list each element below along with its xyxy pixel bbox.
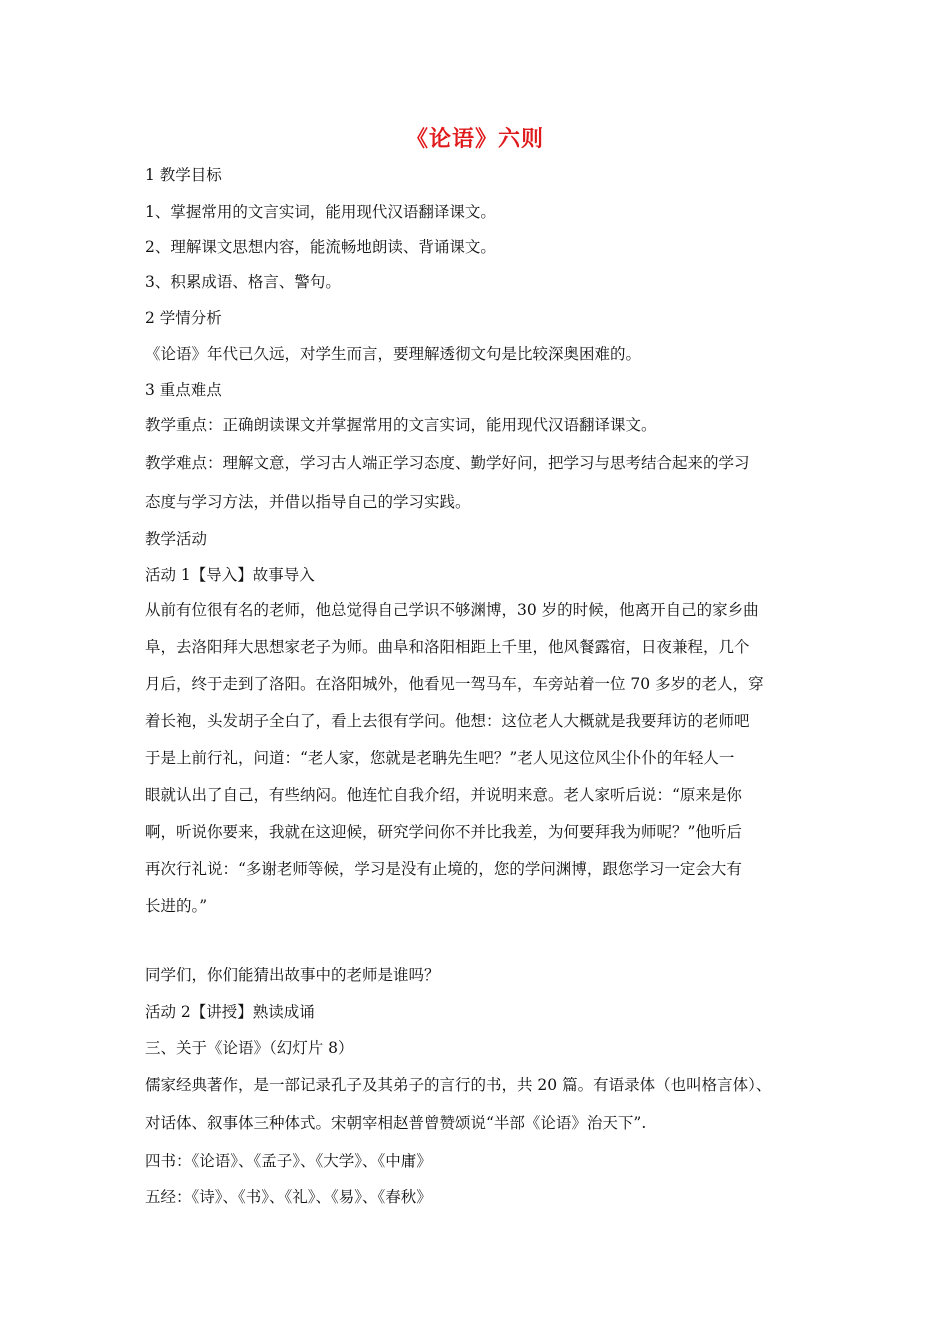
page-title: 《论语》六则 bbox=[405, 126, 544, 152]
section-heading-analysis: 2 学情分析 bbox=[145, 309, 222, 327]
objective-item-1: 1、掌握常用的文言实词，能用现代汉语翻译课文。 bbox=[145, 203, 496, 221]
difficulty-text-line-2: 态度与学习方法，并借以指导自己的学习实践。 bbox=[145, 493, 471, 511]
five-classics-text: 五经：《诗》、《书》、《礼》、《易》、《春秋》 bbox=[145, 1188, 432, 1206]
section-heading-key-points: 3 重点难点 bbox=[145, 381, 222, 399]
analysis-text: 《论语》年代已久远，对学生而言，要理解透彻文句是比较深奥困难的。 bbox=[145, 345, 642, 363]
lunyu-text-line-1: 儒家经典著作，是一部记录孔子及其弟子的言行的书，共 20 篇。有语录体（也叫格言体）、 bbox=[145, 1076, 772, 1094]
story-line: 长进的。” bbox=[145, 897, 208, 915]
key-point-text: 教学重点：正确朗读课文并掌握常用的文言实词，能用现代汉语翻译课文。 bbox=[145, 416, 657, 434]
story-line: 月后，终于走到了洛阳。在洛阳城外，他看见一驾马车，车旁站着一位 70 多岁的老人，穿 bbox=[145, 675, 764, 693]
story-line: 着长袍，头发胡子全白了，看上去很有学问。他想：这位老人大概就是我要拜访的老师吧 bbox=[145, 712, 750, 730]
story-line: 阜，去洛阳拜大思想家老子为师。曲阜和洛阳相距上千里，他风餐露宿，日夜兼程，几个 bbox=[145, 638, 750, 656]
activity-1-heading: 活动 1【导入】故事导入 bbox=[145, 566, 315, 584]
four-books-text: 四书：《论语》、《孟子》、《大学》、《中庸》 bbox=[145, 1152, 432, 1170]
story-paragraph bbox=[145, 592, 813, 925]
section-heading-objectives: 1 教学目标 bbox=[145, 166, 222, 184]
story-line: 啊，听说你要来，我就在这迎候，研究学问你不并比我差，为何要拜我为师呢？”他听后 bbox=[145, 823, 742, 841]
story-line: 于是上前行礼，问道：“老人家，您就是老聃先生吧？”老人见这位风尘仆仆的年轻人一 bbox=[145, 749, 735, 767]
activity-2-heading: 活动 2【讲授】熟读成诵 bbox=[145, 1003, 315, 1021]
difficulty-text-line-1: 教学难点：理解文意，学习古人端正学习态度、勤学好问，把学习与思考结合起来的学习 bbox=[145, 454, 750, 472]
story-line: 眼就认出了自己，有些纳闷。他连忙自我介绍，并说明来意。老人家听后说：“原来是你 bbox=[145, 786, 742, 804]
objective-item-3: 3、积累成语、格言、警句。 bbox=[145, 273, 341, 291]
objective-item-2: 2、理解课文思想内容，能流畅地朗读、背诵课文。 bbox=[145, 238, 496, 256]
question-text: 同学们，你们能猜出故事中的老师是谁吗？ bbox=[145, 966, 440, 984]
lunyu-text-line-2: 对话体、叙事体三种体式。宋朝宰相赵普曾赞颂说“半部《论语》治天下”. bbox=[145, 1114, 647, 1132]
activities-heading: 教学活动 bbox=[145, 530, 208, 548]
section-heading-lunyu: 三、关于《论语》（幻灯片 8） bbox=[145, 1039, 354, 1057]
story-line: 从前有位很有名的老师，他总觉得自己学识不够渊博，30 岁的时候，他离开自己的家乡曲 bbox=[145, 601, 759, 619]
story-line: 再次行礼说：“多谢老师等候，学习是没有止境的，您的学问渊博，跟您学习一定会大有 bbox=[145, 860, 742, 878]
